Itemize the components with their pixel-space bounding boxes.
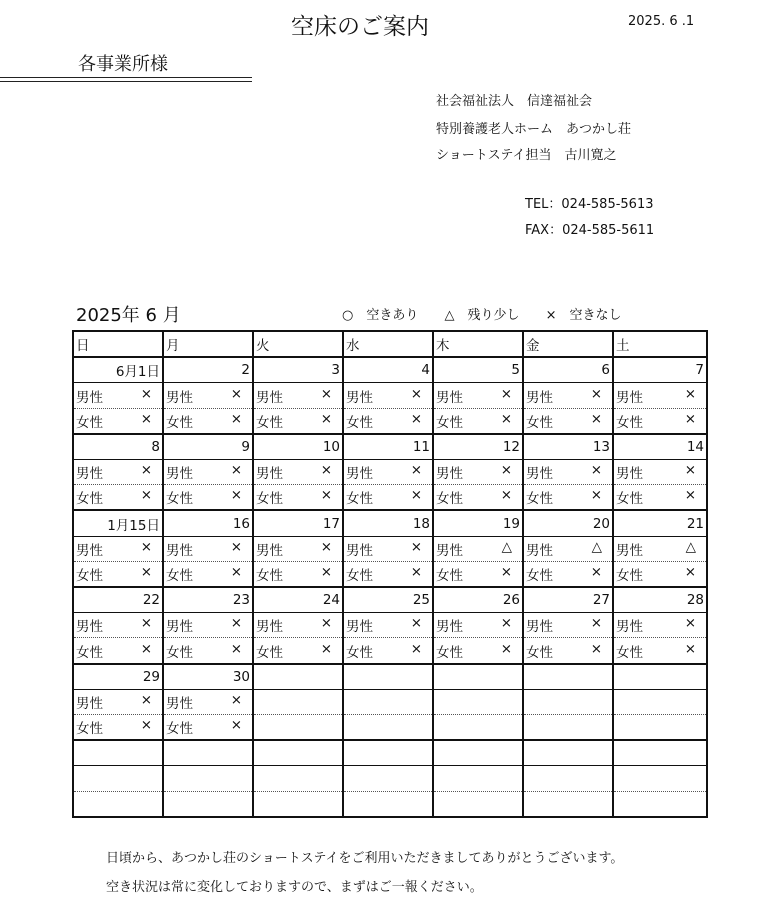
male-availability-cell (523, 536, 613, 561)
male-availability-cell (523, 383, 613, 408)
female-label: 女性 (526, 414, 553, 431)
availability-mark: × (684, 487, 696, 504)
availability-mark: × (140, 538, 152, 555)
female-label: 女性 (166, 644, 193, 661)
date-cell (523, 664, 613, 690)
availability-mark: × (140, 563, 152, 580)
female-label: 女性 (166, 721, 193, 738)
availability-mark: × (500, 385, 512, 402)
female-availability-cell (163, 715, 253, 741)
date-cell: 7 (613, 357, 707, 383)
male-label: 男性 (76, 466, 103, 483)
date-cell: 28 (613, 587, 707, 613)
date-cell: 17 (253, 510, 343, 536)
availability-mark: × (684, 563, 696, 580)
female-availability-cell (163, 791, 253, 817)
female-availability-cell (163, 485, 253, 511)
weekday-header: 火 (253, 331, 343, 357)
male-availability-cell (253, 536, 343, 561)
male-label: 男性 (76, 389, 103, 406)
sender-fax: FAX：024-585-5611 (525, 223, 655, 238)
availability-mark: × (320, 462, 332, 479)
male-label: 男性 (166, 466, 193, 483)
female-availability-cell (253, 791, 343, 817)
closing-note-1: 日頃から、あつかし荘のショートステイをご利用いただきましてありがとうございます。 (106, 851, 624, 866)
date-cell: 21 (613, 510, 707, 536)
availability-mark: × (590, 385, 602, 402)
female-label: 女性 (76, 491, 103, 508)
availability-mark: × (140, 410, 152, 427)
female-availability-cell (253, 715, 343, 741)
date-cell (343, 740, 433, 766)
male-label: 男性 (346, 466, 373, 483)
availability-mark: × (500, 563, 512, 580)
male-availability-cell (613, 613, 707, 638)
availability-mark: × (230, 538, 242, 555)
female-label: 女性 (76, 414, 103, 431)
male-availability-cell (253, 613, 343, 638)
male-label: 男性 (526, 542, 553, 559)
sender-contact-person: ショートステイ担当 古川寛之 (436, 148, 617, 163)
date-cell: 24 (253, 587, 343, 613)
male-availability-cell (163, 536, 253, 561)
date-cell: 11 (343, 434, 433, 460)
male-label: 男性 (616, 389, 643, 406)
date-cell: 12 (433, 434, 523, 460)
availability-mark: × (140, 691, 152, 708)
availability-mark: × (684, 462, 696, 479)
male-label: 男性 (256, 389, 283, 406)
female-availability-cell (343, 561, 433, 587)
female-label: 女性 (166, 491, 193, 508)
female-availability-cell (613, 561, 707, 587)
female-availability-cell (163, 408, 253, 434)
female-label: 女性 (436, 567, 463, 584)
male-label: 男性 (166, 389, 193, 406)
weekday-header: 水 (343, 331, 433, 357)
male-label: 男性 (166, 695, 193, 712)
availability-mark: × (590, 487, 602, 504)
female-availability-cell (523, 561, 613, 587)
male-availability-cell (73, 383, 163, 408)
male-label: 男性 (346, 619, 373, 636)
female-availability-cell (523, 638, 613, 664)
female-label: 女性 (166, 567, 193, 584)
availability-mark: × (684, 615, 696, 632)
availability-mark: △ (591, 538, 602, 555)
date-cell: 10 (253, 434, 343, 460)
male-availability-cell (163, 689, 253, 714)
availability-mark: × (230, 717, 242, 734)
male-availability-cell (73, 613, 163, 638)
female-availability-cell (343, 715, 433, 741)
weekday-header: 木 (433, 331, 523, 357)
male-availability-cell (253, 460, 343, 485)
date-cell: 27 (523, 587, 613, 613)
sender-tel: TEL：024-585-5613 (525, 197, 654, 212)
female-label: 女性 (616, 567, 643, 584)
date-cell: 14 (613, 434, 707, 460)
availability-mark: × (410, 615, 422, 632)
male-availability-cell (253, 383, 343, 408)
female-label: 女性 (346, 567, 373, 584)
date-cell: 16 (163, 510, 253, 536)
date-cell: 19 (433, 510, 523, 536)
availability-mark: × (410, 538, 422, 555)
date-cell: 22 (73, 587, 163, 613)
male-label: 男性 (436, 466, 463, 483)
female-availability-cell (613, 485, 707, 511)
date-cell: 6 (523, 357, 613, 383)
female-label: 女性 (256, 644, 283, 661)
female-availability-cell (73, 638, 163, 664)
male-availability-cell (343, 536, 433, 561)
date-cell: 20 (523, 510, 613, 536)
male-availability-cell (433, 613, 523, 638)
legend-few-left: △ 残り少し (444, 308, 520, 323)
female-availability-cell (163, 561, 253, 587)
sender-organization: 社会福祉法人 信達福祉会 (436, 94, 593, 109)
male-label: 男性 (166, 619, 193, 636)
male-availability-cell (433, 689, 523, 714)
date-cell: 4 (343, 357, 433, 383)
female-availability-cell (433, 791, 523, 817)
recipient: 各事業所様 (78, 54, 168, 75)
availability-mark: × (320, 640, 332, 657)
male-availability-cell (613, 689, 707, 714)
date-cell: 23 (163, 587, 253, 613)
male-availability-cell (523, 460, 613, 485)
female-availability-cell (253, 638, 343, 664)
availability-mark: × (500, 410, 512, 427)
availability-mark: × (410, 640, 422, 657)
female-availability-cell (433, 408, 523, 434)
availability-mark: × (590, 615, 602, 632)
date-cell: 30 (163, 664, 253, 690)
male-availability-cell (523, 766, 613, 791)
female-label: 女性 (346, 414, 373, 431)
availability-mark: × (410, 487, 422, 504)
availability-mark: × (320, 563, 332, 580)
date-cell (253, 740, 343, 766)
male-availability-cell (343, 613, 433, 638)
availability-mark: × (230, 640, 242, 657)
male-availability-cell (343, 766, 433, 791)
female-label: 女性 (526, 491, 553, 508)
date-cell: 25 (343, 587, 433, 613)
male-label: 男性 (526, 466, 553, 483)
availability-mark: × (410, 563, 422, 580)
female-availability-cell (523, 715, 613, 741)
date-cell: 8 (73, 434, 163, 460)
male-label: 男性 (526, 389, 553, 406)
availability-mark: × (230, 385, 242, 402)
male-availability-cell (523, 613, 613, 638)
male-label: 男性 (256, 466, 283, 483)
female-availability-cell (343, 638, 433, 664)
female-label: 女性 (256, 414, 283, 431)
male-availability-cell (163, 766, 253, 791)
date-cell: 18 (343, 510, 433, 536)
availability-mark: × (140, 487, 152, 504)
male-availability-cell (253, 689, 343, 714)
calendar-month-label: 2025年 6 月 (76, 305, 181, 326)
female-label: 女性 (616, 491, 643, 508)
female-availability-cell (163, 638, 253, 664)
male-availability-cell (613, 766, 707, 791)
availability-mark: × (590, 640, 602, 657)
sender-facility: 特別養護老人ホーム あつかし荘 (436, 122, 632, 137)
female-label: 女性 (76, 721, 103, 738)
date-cell (343, 664, 433, 690)
female-availability-cell (253, 408, 343, 434)
availability-mark: × (320, 615, 332, 632)
female-availability-cell (73, 791, 163, 817)
availability-mark: × (410, 385, 422, 402)
male-label: 男性 (616, 542, 643, 559)
availability-mark: × (320, 487, 332, 504)
female-label: 女性 (166, 414, 193, 431)
male-label: 男性 (346, 389, 373, 406)
male-availability-cell (433, 383, 523, 408)
male-availability-cell (433, 766, 523, 791)
female-availability-cell (253, 561, 343, 587)
date-cell (613, 664, 707, 690)
female-availability-cell (433, 561, 523, 587)
male-label: 男性 (346, 542, 373, 559)
male-availability-cell (613, 460, 707, 485)
female-label: 女性 (526, 644, 553, 661)
date-cell (433, 740, 523, 766)
male-label: 男性 (76, 542, 103, 559)
female-label: 女性 (256, 567, 283, 584)
male-label: 男性 (436, 542, 463, 559)
male-availability-cell (73, 460, 163, 485)
availability-mark: × (320, 410, 332, 427)
date-cell (253, 664, 343, 690)
female-availability-cell (433, 485, 523, 511)
availability-mark: × (590, 462, 602, 479)
female-availability-cell (613, 715, 707, 741)
date-cell: 1月15日 (73, 510, 163, 536)
female-label: 女性 (616, 644, 643, 661)
female-label: 女性 (436, 491, 463, 508)
male-label: 男性 (256, 542, 283, 559)
availability-mark: × (590, 563, 602, 580)
availability-mark: × (500, 462, 512, 479)
date-cell (433, 664, 523, 690)
availability-mark: × (500, 615, 512, 632)
availability-mark: × (140, 717, 152, 734)
female-label: 女性 (76, 567, 103, 584)
availability-mark: × (590, 410, 602, 427)
availability-mark: × (230, 462, 242, 479)
male-label: 男性 (76, 619, 103, 636)
male-availability-cell (433, 460, 523, 485)
male-availability-cell (73, 766, 163, 791)
availability-mark: × (320, 385, 332, 402)
female-availability-cell (613, 638, 707, 664)
availability-mark: × (410, 410, 422, 427)
page-title: 空床のご案内 (291, 14, 429, 40)
weekday-header: 金 (523, 331, 613, 357)
weekday-header: 土 (613, 331, 707, 357)
availability-mark: × (230, 410, 242, 427)
female-availability-cell (433, 715, 523, 741)
availability-mark: △ (501, 538, 512, 555)
male-label: 男性 (616, 466, 643, 483)
date-cell: 9 (163, 434, 253, 460)
weekday-header: 日 (73, 331, 163, 357)
female-label: 女性 (436, 414, 463, 431)
male-availability-cell (523, 689, 613, 714)
female-availability-cell (253, 485, 343, 511)
male-label: 男性 (436, 619, 463, 636)
date-cell (163, 740, 253, 766)
availability-mark: × (410, 462, 422, 479)
female-availability-cell (523, 791, 613, 817)
female-availability-cell (523, 485, 613, 511)
female-label: 女性 (436, 644, 463, 661)
male-label: 男性 (256, 619, 283, 636)
weekday-header: 月 (163, 331, 253, 357)
availability-mark: × (230, 563, 242, 580)
availability-mark: × (684, 640, 696, 657)
availability-mark: × (500, 640, 512, 657)
female-availability-cell (73, 485, 163, 511)
male-availability-cell (343, 689, 433, 714)
legend (342, 304, 644, 323)
issue-date: 2025. 6 .1 (628, 14, 695, 29)
male-availability-cell (613, 536, 707, 561)
male-label: 男性 (616, 619, 643, 636)
availability-mark: × (140, 640, 152, 657)
availability-mark: × (140, 615, 152, 632)
male-label: 男性 (166, 542, 193, 559)
male-availability-cell (343, 460, 433, 485)
availability-calendar (72, 330, 708, 818)
date-cell (523, 740, 613, 766)
female-label: 女性 (526, 567, 553, 584)
female-label: 女性 (346, 644, 373, 661)
female-availability-cell (613, 408, 707, 434)
date-cell: 3 (253, 357, 343, 383)
male-label: 男性 (436, 389, 463, 406)
date-cell (613, 740, 707, 766)
closing-note-2: 空き状況は常に変化しておりますので、まずはご一報ください。 (106, 880, 483, 895)
date-cell (73, 740, 163, 766)
male-availability-cell (73, 536, 163, 561)
legend-available: ○ 空きあり (342, 308, 419, 323)
female-label: 女性 (256, 491, 283, 508)
male-availability-cell (433, 536, 523, 561)
male-availability-cell (163, 460, 253, 485)
recipient-underline-2 (0, 81, 252, 82)
availability-mark: △ (685, 538, 696, 555)
female-availability-cell (433, 638, 523, 664)
legend-full: × 空きなし (545, 308, 622, 323)
availability-mark: × (230, 487, 242, 504)
availability-mark: × (140, 385, 152, 402)
availability-mark: × (500, 487, 512, 504)
availability-mark: × (684, 410, 696, 427)
male-availability-cell (343, 383, 433, 408)
date-cell: 5 (433, 357, 523, 383)
female-label: 女性 (346, 491, 373, 508)
female-label: 女性 (76, 644, 103, 661)
female-availability-cell (343, 485, 433, 511)
availability-mark: × (320, 538, 332, 555)
female-label: 女性 (616, 414, 643, 431)
female-availability-cell (613, 791, 707, 817)
date-cell: 6月1日 (73, 357, 163, 383)
female-availability-cell (73, 715, 163, 741)
female-availability-cell (73, 408, 163, 434)
availability-mark: × (230, 691, 242, 708)
male-availability-cell (163, 613, 253, 638)
male-availability-cell (613, 383, 707, 408)
availability-mark: × (684, 385, 696, 402)
male-availability-cell (73, 689, 163, 714)
female-availability-cell (73, 561, 163, 587)
date-cell: 13 (523, 434, 613, 460)
recipient-underline (0, 77, 252, 78)
male-label: 男性 (526, 619, 553, 636)
female-availability-cell (523, 408, 613, 434)
date-cell: 29 (73, 664, 163, 690)
male-availability-cell (253, 766, 343, 791)
male-label: 男性 (76, 695, 103, 712)
availability-mark: × (230, 615, 242, 632)
availability-mark: × (140, 462, 152, 479)
male-availability-cell (163, 383, 253, 408)
date-cell: 26 (433, 587, 523, 613)
female-availability-cell (343, 408, 433, 434)
female-availability-cell (343, 791, 433, 817)
date-cell: 2 (163, 357, 253, 383)
